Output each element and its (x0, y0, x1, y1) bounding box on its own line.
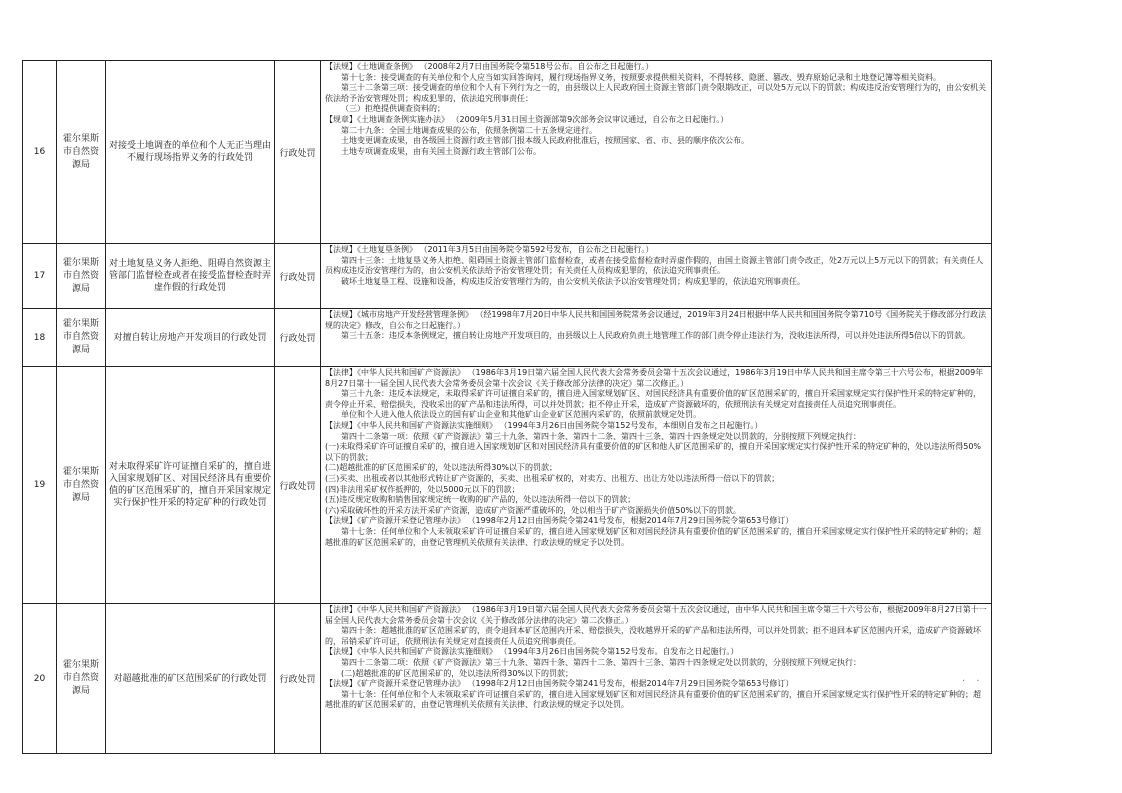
legal-basis-paragraph: 第四十三条：土地复垦义务人拒绝、阻碍国土资源主管部门监督检查，或者在接受监督检查时弄虚作假的，由国土资源主管部门责令改正，处2万元以上5万元以下的罚款；有关责任人员构成违反治安管理行为的，由公安机关依法给予治安管理处罚；有关责任人员构成犯罪的，依法追究刑事责任。 (325, 255, 984, 276)
authority-table (22, 60, 992, 754)
legal-basis-paragraph: 第四十二条第二项：依照《矿产资源法》第三十九条、第四十条、第四十二条、第四十三条、第四十四条规定处以罚款的，分别按照下列规定执行： (341, 657, 861, 667)
legal-basis-paragraph: (六)采取破坏性的开采方法开采矿产资源，造成矿产资源严重破坏的，处以相当于矿产资源损失价值50%以下的罚款。 (325, 505, 742, 515)
table-row (23, 244, 992, 309)
legal-basis-paragraph: 土地专项调查成果，由有关国土资源行政主管部门公布。 (341, 146, 541, 156)
legal-basis-paragraph: 第十七条：任何单位和个人未领取采矿许可证擅自采矿的，擅自进入国家规划矿区和对国民经济具有重要价值的矿区范围采矿的，擅自开采国家规定实行保护性开采的特定矿种的；超越批准的矿区范围采矿的，由登记管理机关依照有关法律、行政法规的规定予以处罚。 (325, 526, 981, 547)
legal-basis-paragraph: 第二十九条：全国土地调查成果的公布，依照条例第二十五条规定进行。 (341, 125, 597, 135)
legal-basis-paragraph: 第三十九条：违反本法规定，未取得采矿许可证擅自采矿的，擅自进入国家规划矿区、对国民经济具有重要价值的矿区范围采矿的，擅自开采国家规定实行保护性开采的特定矿种的，责令停止开采、赔偿损失，没收采出的矿产品和违法所得，可以并处罚款；拒不停止开采，造成矿产资源破坏的，依照刑法有关规定对直接责任人员追究刑事责任。 (325, 389, 981, 409)
legal-basis-paragraph: (三)买卖、出租或者以其他形式转让矿产资源的，买卖、出租采矿权的，对卖方、出租方、出让方处以违法所得一倍以下的罚款； (325, 473, 780, 483)
category-cell: 行政处罚 (275, 309, 321, 367)
legal-basis-paragraph: 土地变更调查成果，由各级国土资源行政主管部门报本级人民政府批准后，按照国家、省、市、县的顺序依次公布。 (341, 136, 749, 146)
category-cell: 行政处罚 (275, 604, 321, 754)
legal-basis-paragraph: 【法规】《矿产资源开采登记管理办法》 （1998年2月12日由国务院令第241号发布，根据2014年7月29日国务院令第653号修订） (325, 516, 794, 526)
row-number: 19 (23, 367, 57, 604)
legal-basis-paragraph: (一)未取得采矿许可证擅自采矿的，擅自进入国家规划矿区和对国民经济具有重要价值的矿区和他人矿区范围采矿的，擅自开采国家规定实行保护性开采的特定矿种的，处以违法所得50%以下的罚款； (325, 442, 982, 462)
legal-basis-paragraph: 【法规】《城市房地产开发经营管理条例》 （经1998年7月20日中华人民共和国国务院常务会议通过，2019年3月24日根据中华人民共和国国务院令第710号《国务院关于修改部分行政法规的决定》修改，自公布之日起施行。） (325, 310, 987, 330)
matter-name-cell: 对擅自转让房地产开发项目的行政处罚 (106, 309, 275, 367)
legal-basis-paragraph: 第三十五条：违反本条例规定，擅自转让房地产开发项目的，由县级以上人民政府负责土地管理工作的部门责令停止违法行为，没收违法所得，可以并处违法所得5倍以下的罚款。 (341, 331, 971, 341)
legal-basis-paragraph: 第四十二条第一项：依照《矿产资源法》第三十九条、第四十条、第四十二条、第四十三条、第四十四条规定处以罚款的，分别按照下列规定执行： (341, 431, 861, 441)
legal-basis-paragraph: 【法律】《中华人民共和国矿产资源法》 （1986年3月19日第六届全国人民代表大会常务委员会第十五次会议通过，由中华人民共和国主席令第三十六号公布，根据2009年8月27日第十一届全国人民代表大会常务委员会第十次会议《关于修改部分法律的决定》第二次修正。） (325, 605, 987, 625)
legal-basis-paragraph: 单位和个人进入他人依法设立的国有矿山企业和其他矿山企业矿区范围内采矿的，依照前款规定处罚。 (341, 410, 701, 420)
legal-basis-cell (321, 309, 992, 367)
table-row (23, 604, 992, 754)
legal-basis-paragraph: 第十七条：接受调查的有关单位和个人应当如实回答询问，履行现场指界义务，按照要求提供相关资料，不得转移、隐匿、篡改、毁弃原始记录和土地登记簿等相关资料。 (341, 72, 941, 82)
legal-basis-paragraph: (五)违反规定收购和销售国家规定统一收购的矿产品的，处以违法所得一倍以下的罚款； (325, 495, 636, 505)
department-cell: 霍尔果斯市自然资源局 (57, 367, 106, 604)
category-cell: 行政处罚 (275, 244, 321, 309)
category-cell: 行政处罚 (275, 367, 321, 604)
legal-basis-paragraph: 第四十条：超越批准的矿区范围采矿的，责令退回本矿区范围内开采、赔偿损失，没收越界开采的矿产品和违法所得，可以并处罚款；拒不退回本矿区范围内开采，造成矿产资源破坏的，吊销采矿许可证，依照刑法有关规定对直接责任人员追究刑事责任。 (325, 626, 981, 646)
legal-basis-paragraph: 【规章】《土地调查条例实施办法》 （2009年5月31日国土资源部第9次部务会议审议通过，自公布之日起施行。） (325, 114, 729, 124)
department-cell: 霍尔果斯市自然资源局 (57, 604, 106, 754)
legal-basis-paragraph: 【法规】《土地复垦条例》 （2011年3月5日由国务院令第592号发布，自公布之日起施行。） (325, 245, 654, 254)
legal-basis-paragraph: 【法规】《矿产资源开采登记管理办法》 （1998年2月12日由国务院令第241号发布，根据2014年7月29日国务院令第653号修订） (325, 679, 794, 689)
matter-name-cell: 对土地复垦义务人拒绝、阻碍自然资源主管部门监督检查或者在接受监督检查时弄虚作假的行政处罚 (106, 244, 275, 309)
row-number: 18 (23, 309, 57, 367)
matter-name-cell: 对接受土地调查的单位和个人无正当理由不履行现场指界义务的行政处罚 (106, 61, 275, 244)
legal-basis-paragraph: 【法规】《土地调查条例》 （2008年2月7日由国务院令第518号公布。自公布之日起施行。） (325, 62, 654, 71)
legal-basis-paragraph: （三）拒绝提供调查资料的； (341, 104, 445, 114)
table-row (23, 61, 992, 244)
matter-name-cell: 对超越批准的矿区范围采矿的行政处罚 (106, 604, 275, 754)
row-number: 16 (23, 61, 57, 244)
matter-name-cell: 对未取得采矿许可证擅自采矿的，擅自进入国家规划矿区、对国民经济具有重要价值的矿区范围采矿的，擅自开采国家规定实行保护性开采的特定矿种的行政处罚 (106, 367, 275, 604)
scan-mark: · · (962, 676, 984, 687)
legal-basis-paragraph: 【法规】《中华人民共和国矿产资源法实施细则》 （1994年3月26日由国务院令第152号发布，本细则自发布之日起施行。） (325, 420, 763, 430)
category-cell: 行政处罚 (275, 61, 321, 244)
legal-basis-paragraph: 【法律】《中华人民共和国矿产资源法》 （1986年3月19日第六届全国人民代表大会常务委员会第十五次会议通过，1986年3月19日中华人民共和国主席令第三十六号公布，根据2009年8月27日第十一届全国人民代表大会常务委员会第十次会议《关于修改部分法律的决定》第二次修正。） (325, 368, 984, 388)
legal-basis-paragraph: 破坏土地复垦工程、设施和设备，构成违反治安管理行为的，由公安机关依法予以治安管理处罚；构成犯罪的，依法追究刑事责任。 (341, 276, 805, 286)
table-row (23, 309, 992, 367)
legal-basis-paragraph: 第十七条：任何单位和个人未领取采矿许可证擅自采矿的，擅自进入国家规划矿区和对国民经济具有重要价值的矿区范围采矿的，擅自开采国家规定实行保护性开采的特定矿种的；超越批准的矿区范围采矿的，由登记管理机关依照有关法律、行政法规的规定予以处罚。 (325, 689, 981, 710)
row-number: 20 (23, 604, 57, 754)
row-number: 17 (23, 244, 57, 309)
legal-basis-paragraph: (二)超越批准的矿区范围采矿的，处以违法所得30%以下的罚款； (341, 668, 574, 678)
legal-basis-paragraph: 【法规】《中华人民共和国矿产资源法实施细则》 （1994年3月26日由国务院令第152号发布。自发布之日起施行。） (325, 647, 739, 657)
legal-basis-paragraph: (二)超越批准的矿区范围采矿的，处以违法所得30%以下的罚款； (325, 463, 558, 473)
legal-basis-cell (321, 61, 992, 244)
legal-basis-paragraph: (四)非法用采矿权作抵押的，处以5000元以下的罚款； (325, 484, 520, 494)
legal-basis-cell (321, 367, 992, 604)
department-cell: 霍尔果斯市自然资源局 (57, 61, 106, 244)
legal-basis-cell (321, 604, 992, 754)
department-cell: 霍尔果斯市自然资源局 (57, 309, 106, 367)
table-row (23, 367, 992, 604)
legal-basis-cell (321, 244, 992, 309)
department-cell: 霍尔果斯市自然资源局 (57, 244, 106, 309)
legal-basis-paragraph: 第三十二条第三项：接受调查的单位和个人有下列行为之一的，由县级以上人民政府国土资源主管部门责令限期改正，可以处5万元以下的罚款；构成违反治安管理行为的，由公安机关依法给予治安管理处罚；构成犯罪的，依法追究刑事责任： (325, 83, 987, 103)
